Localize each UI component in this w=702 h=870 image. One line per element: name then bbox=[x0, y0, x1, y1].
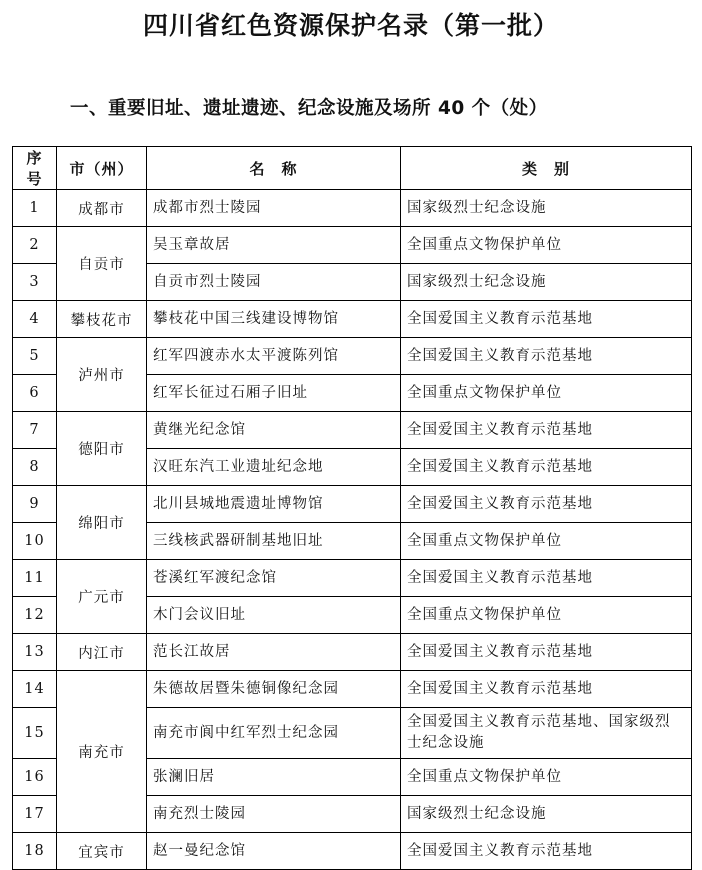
row-number: 11 bbox=[13, 560, 57, 597]
table-row bbox=[13, 227, 692, 264]
row-number: 10 bbox=[13, 523, 57, 560]
table-row bbox=[13, 412, 692, 449]
row-category: 全国爱国主义教育示范基地 bbox=[401, 833, 692, 870]
row-number: 15 bbox=[13, 708, 57, 759]
row-city: 广元市 bbox=[57, 560, 147, 634]
row-city: 宜宾市 bbox=[57, 833, 147, 870]
row-name: 吴玉章故居 bbox=[147, 227, 401, 264]
row-name: 北川县城地震遗址博物馆 bbox=[147, 486, 401, 523]
table-row bbox=[13, 338, 692, 375]
row-number: 14 bbox=[13, 671, 57, 708]
row-city: 南充市 bbox=[57, 671, 147, 833]
row-name: 南充烈士陵园 bbox=[147, 796, 401, 833]
row-category: 全国重点文物保护单位 bbox=[401, 227, 692, 264]
row-number: 1 bbox=[13, 190, 57, 227]
row-name: 黄继光纪念馆 bbox=[147, 412, 401, 449]
row-name: 朱德故居暨朱德铜像纪念园 bbox=[147, 671, 401, 708]
row-name: 红军四渡赤水太平渡陈列馆 bbox=[147, 338, 401, 375]
table-row bbox=[13, 301, 692, 338]
row-number: 8 bbox=[13, 449, 57, 486]
row-city: 泸州市 bbox=[57, 338, 147, 412]
row-city: 自贡市 bbox=[57, 227, 147, 301]
row-name: 成都市烈士陵园 bbox=[147, 190, 401, 227]
header-serial-number: 序号 bbox=[13, 147, 57, 190]
row-city: 内江市 bbox=[57, 634, 147, 671]
row-category: 全国重点文物保护单位 bbox=[401, 375, 692, 412]
table-row bbox=[13, 486, 692, 523]
row-name: 自贡市烈士陵园 bbox=[147, 264, 401, 301]
row-category: 全国爱国主义教育示范基地 bbox=[401, 338, 692, 375]
row-number: 6 bbox=[13, 375, 57, 412]
row-number: 2 bbox=[13, 227, 57, 264]
row-category: 全国重点文物保护单位 bbox=[401, 523, 692, 560]
row-category: 全国爱国主义教育示范基地 bbox=[401, 449, 692, 486]
row-category: 全国爱国主义教育示范基地 bbox=[401, 412, 692, 449]
row-name: 范长江故居 bbox=[147, 634, 401, 671]
table-row bbox=[13, 634, 692, 671]
table-row bbox=[13, 560, 692, 597]
table-header-row bbox=[13, 147, 692, 190]
row-name: 三线核武器研制基地旧址 bbox=[147, 523, 401, 560]
header-name: 名 称 bbox=[147, 147, 401, 190]
row-category: 全国爱国主义教育示范基地 bbox=[401, 634, 692, 671]
red-resources-table bbox=[12, 146, 692, 870]
row-number: 16 bbox=[13, 759, 57, 796]
row-number: 3 bbox=[13, 264, 57, 301]
table-row bbox=[13, 190, 692, 227]
row-city: 绵阳市 bbox=[57, 486, 147, 560]
row-city: 攀枝花市 bbox=[57, 301, 147, 338]
row-name: 汉旺东汽工业遗址纪念地 bbox=[147, 449, 401, 486]
row-category: 全国重点文物保护单位 bbox=[401, 597, 692, 634]
row-number: 18 bbox=[13, 833, 57, 870]
row-number: 13 bbox=[13, 634, 57, 671]
row-name: 苍溪红军渡纪念馆 bbox=[147, 560, 401, 597]
row-number: 9 bbox=[13, 486, 57, 523]
row-name: 红军长征过石厢子旧址 bbox=[147, 375, 401, 412]
row-name: 木门会议旧址 bbox=[147, 597, 401, 634]
row-category: 国家级烈士纪念设施 bbox=[401, 264, 692, 301]
row-city: 成都市 bbox=[57, 190, 147, 227]
row-name: 攀枝花中国三线建设博物馆 bbox=[147, 301, 401, 338]
row-category: 国家级烈士纪念设施 bbox=[401, 190, 692, 227]
row-name: 张澜旧居 bbox=[147, 759, 401, 796]
row-name: 赵一曼纪念馆 bbox=[147, 833, 401, 870]
header-city: 市（州） bbox=[57, 147, 147, 190]
document-title: 四川省红色资源保护名录（第一批） bbox=[142, 11, 559, 40]
row-number: 12 bbox=[13, 597, 57, 634]
row-city: 德阳市 bbox=[57, 412, 147, 486]
row-name: 南充市阆中红军烈士纪念园 bbox=[147, 708, 401, 759]
table-row bbox=[13, 833, 692, 870]
row-category: 全国爱国主义教育示范基地 bbox=[401, 486, 692, 523]
row-category: 全国爱国主义教育示范基地、国家级烈士纪念设施 bbox=[401, 708, 692, 759]
row-category: 全国重点文物保护单位 bbox=[401, 759, 692, 796]
row-category: 国家级烈士纪念设施 bbox=[401, 796, 692, 833]
header-category: 类 别 bbox=[401, 147, 692, 190]
table-row bbox=[13, 671, 692, 708]
row-category: 全国爱国主义教育示范基地 bbox=[401, 560, 692, 597]
row-category: 全国爱国主义教育示范基地 bbox=[401, 301, 692, 338]
section-heading: 一、重要旧址、遗址遗迹、纪念设施及场所 40 个（处） bbox=[70, 98, 548, 119]
row-number: 4 bbox=[13, 301, 57, 338]
row-number: 5 bbox=[13, 338, 57, 375]
row-category: 全国爱国主义教育示范基地 bbox=[401, 671, 692, 708]
row-number: 7 bbox=[13, 412, 57, 449]
row-number: 17 bbox=[13, 796, 57, 833]
